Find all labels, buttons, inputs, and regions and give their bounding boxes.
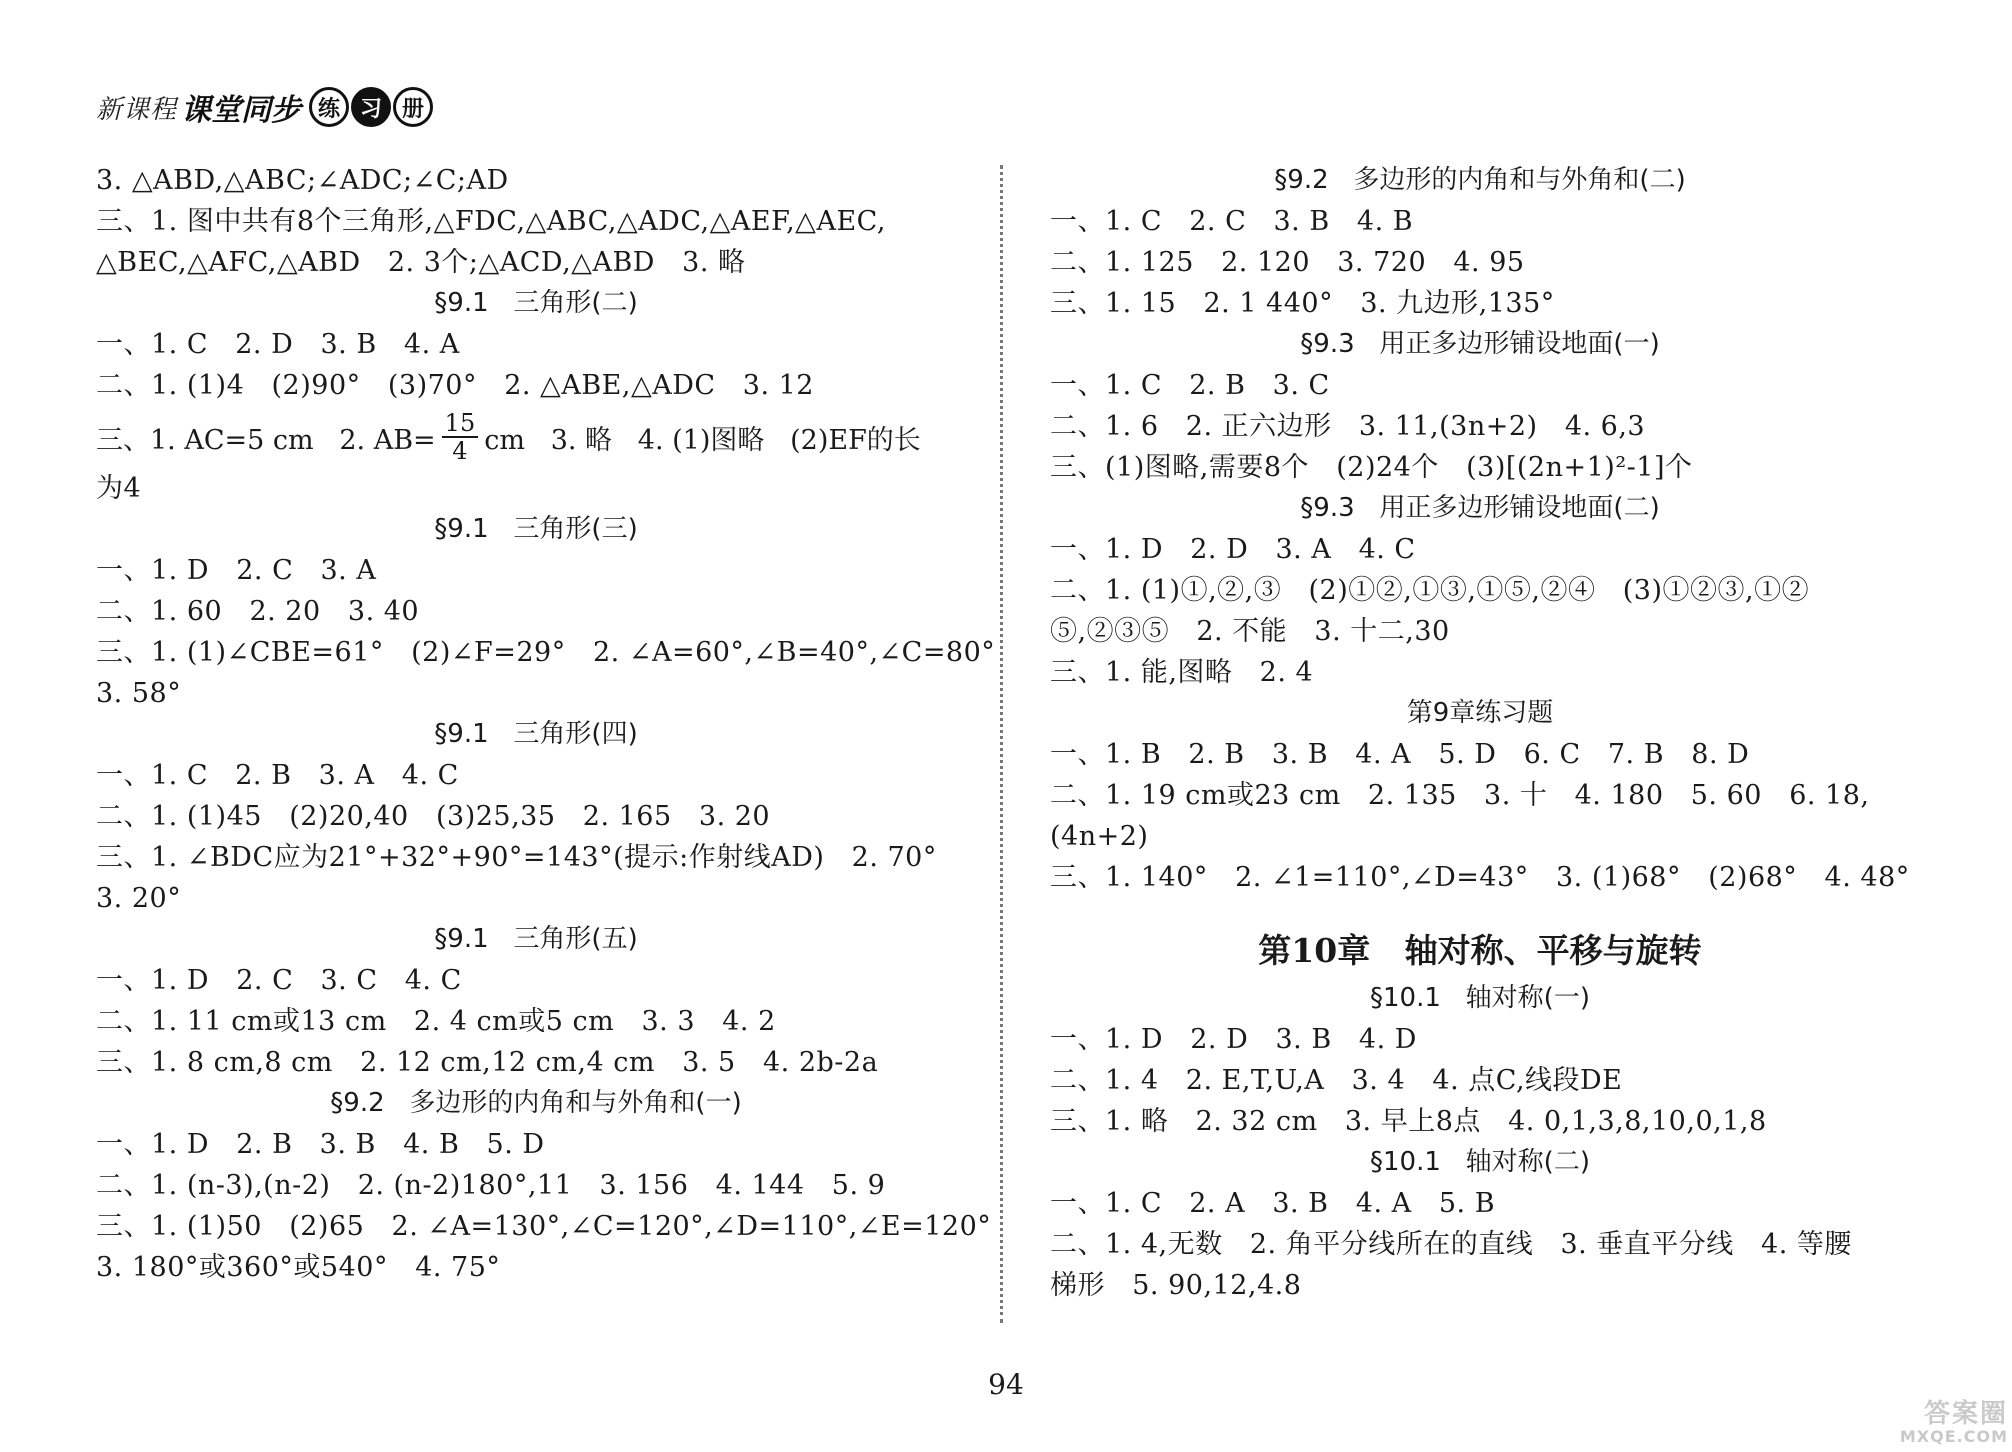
answer-line: 一、1. D 2. D 3. A 4. C [1050, 534, 1416, 565]
section-heading: §9.3 用正多边形铺设地面(一) [1300, 329, 1660, 359]
answer-line: 一、1. B 2. B 3. B 4. A 5. D 6. C 7. B 8. D [1050, 739, 1750, 770]
answer-line: 一、1. D 2. D 3. B 4. D [1050, 1024, 1417, 1055]
answer-line: 一、1. C 2. B 3. A 4. C [96, 760, 459, 791]
answer-line: 梯形 5. 90,12,4.8 [1050, 1270, 1302, 1301]
section-heading: §10.1 轴对称(二) [1370, 1147, 1590, 1177]
answer-line: 三、1. 8 cm,8 cm 2. 12 cm,12 cm,4 cm 3. 5 4. 2b-2a [96, 1047, 879, 1078]
answer-line: 三、1. (1)∠CBE=61° (2)∠F=29° 2. ∠A=60°,∠B=40°,∠C=80° [96, 637, 996, 668]
answer-line: 一、1. C 2. D 3. B 4. A [96, 329, 460, 360]
header-title-part1: 新课程 [96, 94, 178, 125]
answer-line: 为4 [96, 473, 142, 504]
answer-line: 3. 180°或360°或540° 4. 75° [96, 1252, 501, 1283]
answer-line: 二、1. 125 2. 120 3. 720 4. 95 [1050, 247, 1525, 278]
answer-line: 一、1. C 2. C 3. B 4. B [1050, 206, 1414, 237]
section-heading: §9.1 三角形(二) [434, 288, 638, 318]
header-circle-char: 习 [351, 87, 391, 127]
section-heading: §9.3 用正多边形铺设地面(二) [1300, 493, 1660, 523]
header-circle-char: 册 [393, 87, 433, 127]
section-heading: 第9章练习题 [1406, 698, 1554, 728]
fraction [442, 410, 479, 464]
answer-line: 二、1. 19 cm或23 cm 2. 135 3. 十 4. 180 5. 60 6. 18, [1050, 780, 1870, 811]
answer-line: 二、1. 6 2. 正六边形 3. 11,(3n+2) 4. 6,3 [1050, 411, 1646, 442]
answer-line-with-fraction [96, 406, 976, 468]
answer-line: 二、1. 4,无数 2. 角平分线所在的直线 3. 垂直平分线 4. 等腰 [1050, 1229, 1852, 1260]
left-column [96, 160, 996, 1288]
watermark-logo [1858, 1400, 2008, 1450]
section-heading: §9.1 三角形(四) [434, 719, 638, 749]
answer-text: 三、1. AC=5 cm 2. AB= [96, 424, 436, 456]
watermark-url: MXQE.COM [1899, 1427, 2008, 1446]
answer-line: 三、1. 140° 2. ∠1=110°,∠D=43° 3. (1)68° (2)68° 4. 48° [1050, 862, 1910, 893]
answer-line: 3. △ABD,△ABC;∠ADC;∠C;AD [96, 165, 509, 196]
answer-line: ⑤,②③⑤ 2. 不能 3. 十二,30 [1050, 616, 1450, 647]
answer-line: 一、1. C 2. A 3. B 4. A 5. B [1050, 1188, 1496, 1219]
answer-line: 三、1. 图中共有8个三角形,△FDC,△ABC,△ADC,△AEF,△AEC, [96, 206, 886, 237]
header-circle-badges [309, 87, 435, 127]
answer-line: 二、1. (1)45 (2)20,40 (3)25,35 2. 165 3. 20 [96, 801, 771, 832]
right-column [1050, 160, 1910, 1306]
answer-line: 二、1. (1)4 (2)90° (3)70° 2. △ABE,△ADC 3. 12 [96, 370, 814, 401]
answer-text: cm 3. 略 4. (1)图略 (2)EF的长 [484, 424, 921, 456]
header-title-part2: 课堂同步 [181, 93, 302, 128]
page-number: 94 [988, 1368, 1024, 1401]
section-heading: §9.1 三角形(五) [434, 924, 638, 954]
watermark-text: 答案圈 [1923, 1399, 2008, 1429]
section-heading: §9.1 三角形(三) [434, 514, 638, 544]
answer-line: 3. 20° [96, 883, 182, 914]
answer-line: 一、1. D 2. C 3. C 4. C [96, 965, 462, 996]
answer-line: 三、1. ∠BDC应为21°+32°+90°=143°(提示:作射线AD) 2. 70° [96, 842, 937, 873]
answer-line: 三、1. 能,图略 2. 4 [1050, 657, 1314, 688]
fraction-denominator: 4 [452, 437, 468, 465]
section-heading: §10.1 轴对称(一) [1370, 983, 1590, 1013]
answer-line: 三、1. (1)50 (2)65 2. ∠A=130°,∠C=120°,∠D=110°,∠E=120° [96, 1211, 992, 1242]
answer-line: 三、1. 略 2. 32 cm 3. 早上8点 4. 0,1,3,8,10,0,1,8 [1050, 1106, 1767, 1137]
answer-line: 一、1. D 2. B 3. B 4. B 5. D [96, 1129, 545, 1160]
section-heading: §9.2 多边形的内角和与外角和(二) [1274, 165, 1686, 195]
answer-line: 一、1. C 2. B 3. C [1050, 370, 1330, 401]
chapter-heading: 第10章 轴对称、平移与旋转 [1258, 931, 1702, 970]
answer-line: 3. 58° [96, 678, 182, 709]
answer-line: 二、1. 11 cm或13 cm 2. 4 cm或5 cm 3. 3 4. 2 [96, 1006, 776, 1037]
answer-line: 三、(1)图略,需要8个 (2)24个 (3)[(2n+1)²-1]个 [1050, 452, 1693, 483]
answer-line: 二、1. (n-3),(n-2) 2. (n-2)180°,11 3. 156 4. 144 5. 9 [96, 1170, 886, 1201]
answer-line: 三、1. 15 2. 1 440° 3. 九边形,135° [1050, 288, 1555, 319]
header-circle-char: 练 [309, 87, 349, 127]
answer-line: 二、1. (1)①,②,③ (2)①②,①③,①⑤,②④ (3)①②③,①② [1050, 575, 1810, 606]
section-heading: §9.2 多边形的内角和与外角和(一) [330, 1088, 742, 1118]
answer-line: △BEC,△AFC,△ABD 2. 3个;△ACD,△ABD 3. 略 [96, 247, 746, 278]
answer-line: (4n+2) [1050, 821, 1149, 852]
fraction-numerator: 15 [442, 410, 479, 438]
book-header [96, 82, 435, 132]
answer-line: 一、1. D 2. C 3. A [96, 555, 377, 586]
answer-line: 二、1. 4 2. E,T,U,A 3. 4 4. 点C,线段DE [1050, 1065, 1623, 1096]
answer-line: 二、1. 60 2. 20 3. 40 [96, 596, 420, 627]
column-divider [1000, 165, 1003, 1323]
